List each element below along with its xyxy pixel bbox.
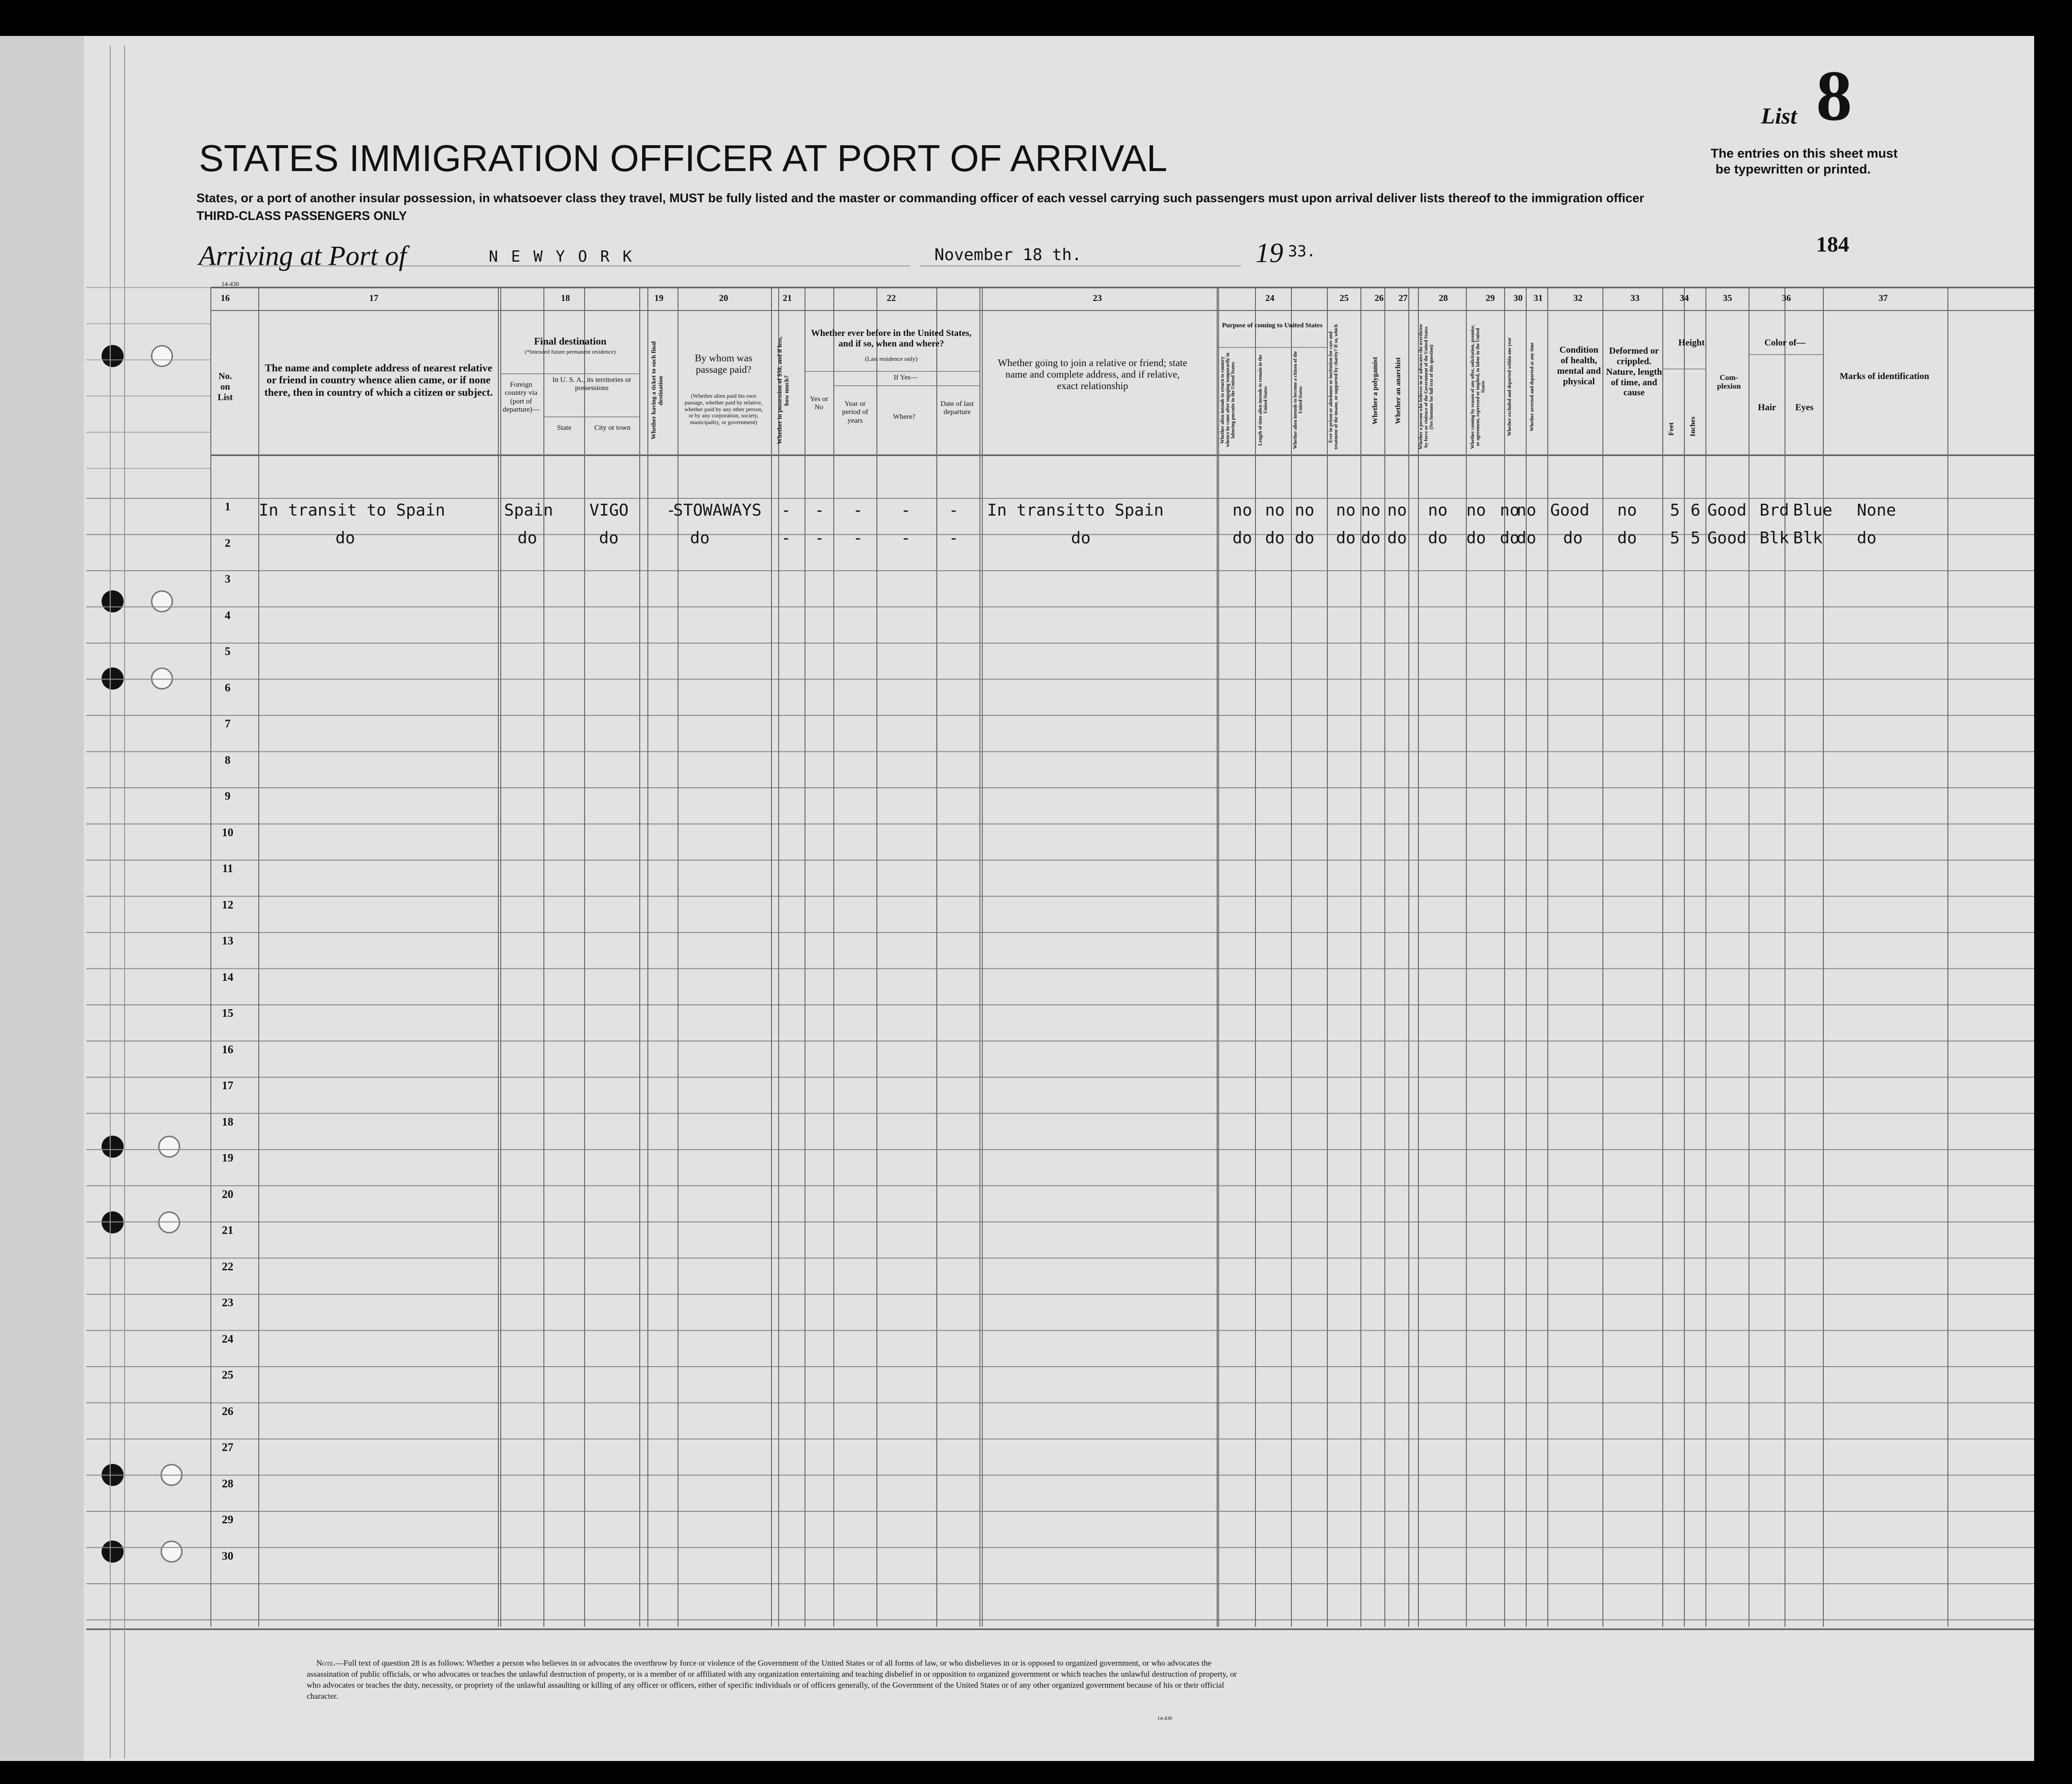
entry-ticket: -	[666, 501, 676, 520]
entry-where: -	[901, 501, 911, 520]
row-number: 27	[222, 1441, 233, 1454]
form-title: STATES IMMIGRATION OFFICER AT PORT OF ARRIVAL	[199, 137, 1168, 179]
entry-where: -	[901, 529, 911, 548]
entry-c26: no	[1361, 501, 1381, 520]
row-number: 30	[222, 1550, 233, 1563]
heading-col-30: Whether excluded and deported within one year	[1507, 337, 1512, 437]
entry-eyes: Blue	[1793, 501, 1832, 520]
entries-note: The entries on this sheet must	[1711, 146, 1898, 161]
col-number-22: 22	[886, 293, 896, 303]
heading-join-relative: Whether going to join a relative or friend; state name and complete address, and if relative, exact relationship	[998, 357, 1187, 392]
entry-yes_no: -	[815, 501, 825, 520]
entry-c27: do	[1387, 529, 1407, 548]
entry-c25: no	[1336, 501, 1356, 520]
col-number-34: 34	[1680, 293, 1689, 303]
entry-p3: do	[1295, 529, 1314, 548]
row-number: 26	[222, 1405, 233, 1418]
heading-purpose-2: Length of time alien intends to remain in the United States	[1258, 355, 1268, 446]
entry-marks: None	[1857, 501, 1896, 520]
heading-inches: Inches	[1689, 416, 1697, 437]
col-number-23: 23	[1093, 293, 1102, 303]
row-number: 16	[222, 1043, 233, 1056]
footnote-label: Note.	[316, 1658, 335, 1668]
heading-feet: Feet	[1668, 422, 1675, 436]
heading-final-destination-note: (*Intended future permanent residence)	[525, 348, 616, 355]
row-number: 9	[225, 790, 230, 803]
entry-c31: do	[1517, 529, 1536, 548]
entry-deformed: no	[1617, 501, 1637, 520]
entry-feet: 5	[1670, 501, 1680, 520]
entry-years: -	[853, 501, 863, 520]
col-number-20: 20	[719, 293, 728, 303]
heading-col-31: Whether arrested and deported at any time	[1530, 342, 1535, 432]
heading-deformed: Deformed or crippled. Nature, length of time, and cause	[1606, 346, 1662, 398]
col-number-28: 28	[1439, 293, 1448, 303]
entry-p2: no	[1265, 501, 1285, 520]
entry-money: -	[781, 501, 791, 520]
col-number-32: 32	[1573, 293, 1583, 303]
entry-complexion: Good	[1707, 501, 1747, 520]
heading-if-yes: If Yes—	[893, 374, 918, 381]
entry-c26: do	[1361, 529, 1381, 548]
col-number-18: 18	[561, 293, 570, 303]
entry-passage: do	[690, 529, 710, 548]
entry-c25: do	[1336, 529, 1356, 548]
row-number: 5	[225, 645, 230, 658]
entry-city: do	[599, 529, 619, 548]
col-number-37: 37	[1878, 293, 1888, 303]
entry-money: -	[781, 529, 791, 548]
row-number: 12	[222, 898, 233, 911]
year-suffix: 33.	[1288, 242, 1316, 260]
row-number: 17	[222, 1080, 233, 1092]
entry-c28: do	[1428, 529, 1448, 548]
row-number: 24	[222, 1333, 233, 1346]
heading-year-period: Year or period of years	[842, 400, 868, 425]
heading-purpose: Purpose of coming to United States	[1222, 322, 1323, 329]
heading-purpose-3: Whether alien intends to become a citizen of the United States	[1293, 351, 1303, 449]
heading-date-last-departure: Date of last departure	[940, 400, 974, 416]
col-number-25: 25	[1339, 293, 1349, 303]
row-number: 4	[225, 609, 230, 622]
row-number: 28	[222, 1477, 233, 1490]
heading-ever-before: Whether ever before in the United States, and if so, when and where?	[811, 328, 972, 349]
footnote-text: —Full text of question 28 is as follows: Whether a person who believes in or advocates the overthrow by force or violence of the Government of the United States or of all forms of law, or who disbelieves in or is opposed to organized government, or who advocates the assassination of public officials, or who advocates or teaches the unlawful destruction of property, or is a member of or affiliated with any organization entertaining and teaching disbelief in or opposition to organized government or which teaches the unlawful destruction of property, or who advocates or teaches the duty, necessity, or propriety of the unlawful assaulting or killing of any officer or officers, either of specific individuals or of officers generally, of the Government of the United States or of any other organized government because of his or their official character.	[307, 1658, 1237, 1701]
col-number-21: 21	[783, 293, 792, 303]
entry-complexion: Good	[1707, 529, 1747, 548]
date-field: November 18 th.	[934, 245, 1082, 265]
heading-where: Where?	[893, 413, 916, 421]
entry-eyes: Blk	[1793, 529, 1823, 548]
list-number: 8	[1816, 56, 1852, 136]
entry-inches: 6	[1691, 501, 1701, 520]
heading-passage-paid-note: (Whether alien paid his own passage, whether paid by relative, whether paid by any other person, or by any corporation, society, municipality, or government)	[684, 392, 763, 426]
page-number: 184	[1816, 232, 1849, 256]
entry-p1: no	[1232, 501, 1252, 520]
heading-col-25: Ever in prison or almshouse or institution for care and treatment of the insane, or supported by charity? If so, which	[1328, 324, 1339, 450]
row-number: 29	[222, 1514, 233, 1526]
entry-departure: -	[949, 529, 959, 548]
row-number: 6	[225, 681, 230, 694]
row-number: 22	[222, 1260, 233, 1273]
col-number-27: 27	[1398, 293, 1408, 303]
entry-country: do	[518, 529, 537, 548]
heading-in-usa: In U. S. A., its territories or possessions	[552, 376, 632, 392]
entry-relative: do	[335, 529, 355, 548]
row-number: 20	[222, 1188, 233, 1201]
row-number: 10	[222, 826, 233, 839]
row-number: 3	[225, 573, 230, 586]
entry-p3: no	[1295, 501, 1314, 520]
entry-c30: no	[1500, 501, 1519, 520]
heading-ticket: Whether having a ticket to such final destination	[650, 341, 664, 440]
heading-nearest-relative: The name and complete address of nearest relative or friend in country whence alien came, or if none there, then in country of which a citizen or subject.	[264, 362, 493, 398]
class-line: THIRD-CLASS PASSENGERS ONLY	[196, 208, 407, 223]
row-number: 25	[222, 1369, 233, 1381]
col-number-19: 19	[654, 293, 664, 303]
row-number: 7	[225, 718, 230, 730]
row-number: 14	[222, 971, 233, 984]
col-number-29: 29	[1485, 293, 1495, 303]
col-number-33: 33	[1630, 293, 1640, 303]
row-number: 18	[222, 1116, 233, 1128]
entry-relative: In transit to Spain	[259, 501, 445, 520]
heading-passage-paid: By whom was passage paid?	[694, 352, 753, 376]
heading-final-destination: Final destination	[534, 335, 607, 347]
entry-hair: Blk	[1760, 529, 1789, 548]
heading-state: State	[557, 424, 572, 432]
heading-purpose-1: Whether alien intends to return to country whence he came after engaging temporarily in laboring pursuits in the United States	[1220, 353, 1236, 448]
entry-join: do	[1071, 529, 1091, 548]
entry-c29: no	[1466, 501, 1486, 520]
row-number: 11	[222, 863, 233, 875]
col-number-26: 26	[1374, 293, 1384, 303]
entry-join: In transitto Spain	[987, 501, 1164, 520]
entry-marks: do	[1857, 529, 1876, 548]
row-number: 19	[222, 1152, 233, 1164]
entry-feet: 5	[1670, 529, 1680, 548]
heading-eyes: Eyes	[1795, 403, 1814, 413]
entry-city: VIGO	[589, 501, 629, 520]
heading-marks: Marks of identification	[1840, 371, 1929, 381]
heading-health: Condition of health, mental and physical	[1557, 345, 1601, 387]
row-number: 23	[222, 1297, 233, 1309]
entry-c28: no	[1428, 501, 1448, 520]
heading-last-residence: (Last residence only)	[865, 355, 918, 362]
heading-complexion: Com- plexion	[1717, 374, 1741, 391]
row-number: 8	[225, 754, 230, 767]
col-number-36: 36	[1782, 293, 1791, 303]
row-number: 21	[222, 1224, 233, 1237]
entry-yes_no: -	[815, 529, 825, 548]
entry-deformed: do	[1617, 529, 1637, 548]
entry-c27: no	[1387, 501, 1407, 520]
list-label: List	[1761, 104, 1797, 129]
heading-yes-no: Yes or No	[809, 395, 829, 412]
heading-foreign-country: Foreign country via (port of departure)—	[503, 381, 540, 414]
col-number-31: 31	[1533, 293, 1543, 303]
entry-inches: 5	[1691, 529, 1701, 548]
col-number-17: 17	[369, 293, 379, 303]
port-field: N E W Y O R K	[489, 247, 634, 265]
form-code-small: 14-430	[221, 280, 239, 288]
row-number: 1	[225, 501, 230, 513]
heading-height: Height	[1678, 338, 1705, 348]
heading-polygamist: Whether a polygamist	[1371, 357, 1379, 425]
heading-col-29: Whether coming by reason of any offer, solicitation, promise, or agreement, expressed or implied, to labor in the United States	[1470, 324, 1486, 449]
row-number: 13	[222, 935, 233, 947]
heading-color-of: Color of—	[1764, 338, 1806, 348]
entry-health: do	[1563, 529, 1583, 548]
row-number: 2	[225, 537, 230, 550]
entry-c31: no	[1517, 501, 1536, 520]
entry-passage: STOWAWAYS	[673, 501, 762, 520]
entry-c30: do	[1500, 529, 1519, 548]
entry-country: Spain	[504, 501, 553, 520]
footnote	[307, 1658, 1241, 1702]
entry-health: Good	[1550, 501, 1589, 520]
entry-years: -	[853, 529, 863, 548]
heading-city: City or town	[594, 424, 631, 432]
footnote-code: 14-430	[1157, 1715, 1173, 1721]
col-number-35: 35	[1723, 293, 1732, 303]
col-number-16: 16	[220, 293, 230, 303]
arriving-label: Arriving at Port of	[199, 240, 407, 271]
entry-c29: do	[1466, 529, 1486, 548]
year-prefix: 19	[1255, 237, 1283, 268]
heading-hair: Hair	[1758, 403, 1776, 413]
heading-col-28: Whether a person who believes in or advocates the overthrow by force or violence of the Government of the United States (See footnote for full text of this question)	[1418, 324, 1434, 450]
row-number: 15	[222, 1007, 233, 1020]
heading-no-on-list: No. on List	[218, 371, 233, 403]
entry-departure: -	[949, 501, 959, 520]
entry-p2: do	[1265, 529, 1285, 548]
col-number-30: 30	[1513, 293, 1523, 303]
entry-p1: do	[1232, 529, 1252, 548]
heading-possession-50: Whether in possession of $50, and if less, how much?	[776, 336, 790, 445]
entry-hair: Brd	[1760, 501, 1789, 520]
form-instructions: States, or a port of another insular possession, in whatsoever class they travel, MUST be fully listed and the master or commanding officer of each vessel carrying such passengers must upon arrival deliver lists thereof to the immigration officer	[196, 191, 1645, 205]
entries-note-2: be typewritten or printed.	[1715, 162, 1871, 176]
col-number-24: 24	[1265, 293, 1275, 303]
heading-anarchist: Whether an anarchist	[1394, 357, 1402, 424]
